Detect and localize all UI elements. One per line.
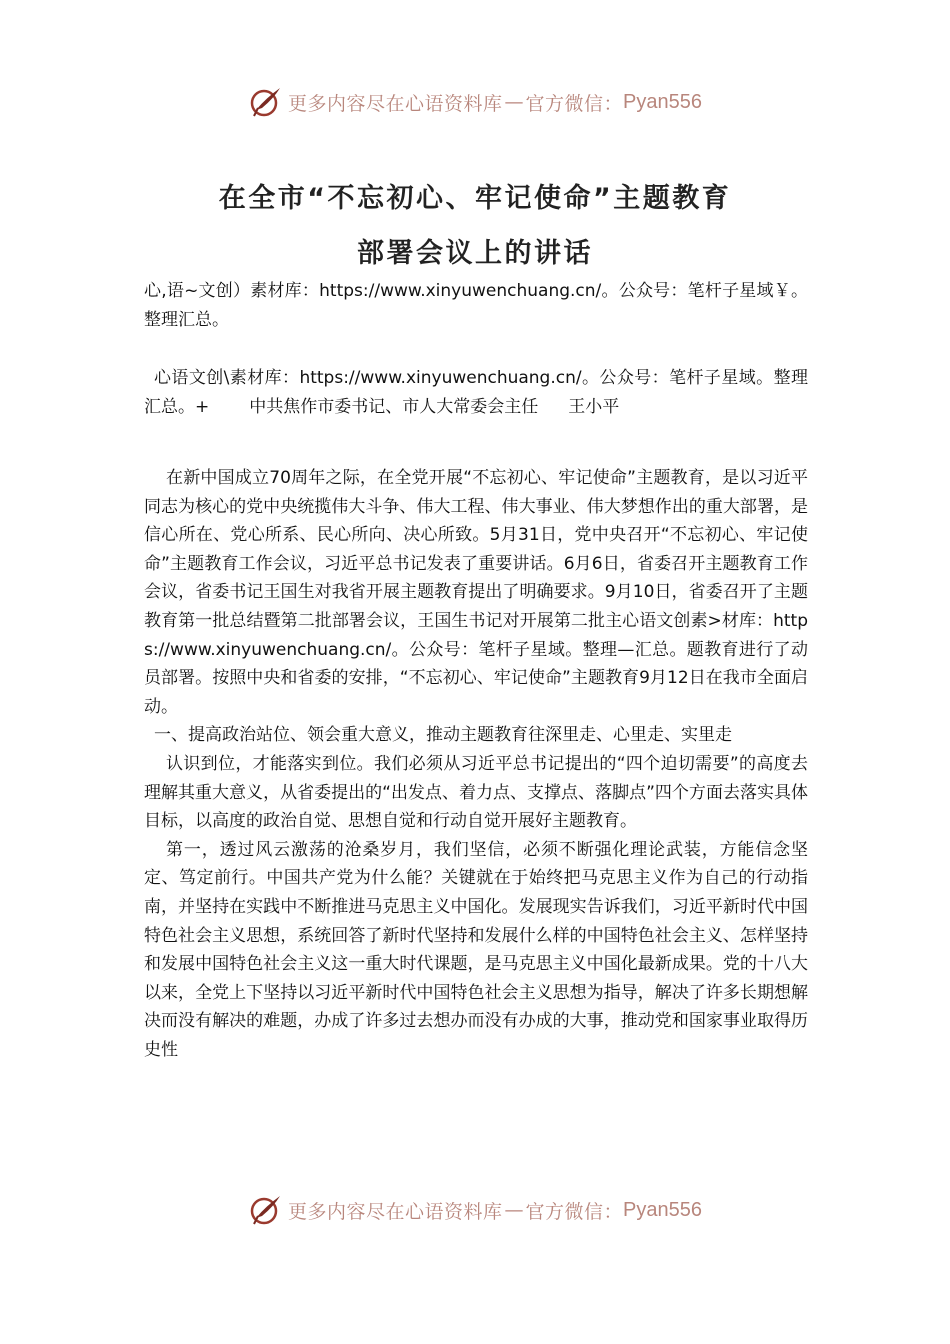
quill-logo-icon — [248, 1192, 284, 1228]
header-banner-separator: — — [504, 91, 524, 113]
source-note-2-text: 心语文创\素材库：https://www.xinyuwenchuang.cn/。公众号：笔杆子星域。整理汇总。+ — [144, 368, 808, 417]
footer-wechat-label: 官方微信： — [525, 1200, 624, 1223]
author-name: 王小平 — [568, 396, 620, 417]
footer-banner-separator: — — [504, 1199, 524, 1221]
body-paragraph: 认识到位，才能落实到位。我们必须从习近平总书记提出的“四个迫切需要”的高度去理解其重大意义，从省委提出的“出发点、着力点、支撑点、落脚点”四个方面去落实具体目标，以高度的政治自觉、思想自觉和行动自觉开展好主题教育。 — [144, 753, 808, 832]
source-note-2 — [144, 364, 808, 421]
document-body — [144, 464, 808, 1064]
author-title: 中共焦作市委书记、市人大常委会主任 — [249, 396, 539, 417]
footer-banner-text: 更多内容尽在心语资料库 — [288, 1200, 503, 1223]
header-wechat-label: 官方微信： — [525, 92, 624, 115]
section-heading: 一、提高政治站位、领会重大意义，推动主题教育往深里走、心里走、实里走 — [154, 725, 732, 746]
footer-banner — [0, 1190, 950, 1230]
header-wechat-id: Pyan556 — [623, 90, 702, 113]
body-paragraph: 第一，透过风云激荡的沧桑岁月，我们坚信，必须不断强化理论武装，方能信念坚定、笃定前行。中国共产党为什么能？关键就在于始终把马克思主义作为自己的行动指南，并坚持在实践中不断推进马克思主义中国化。发展现实告诉我们，习近平新时代中国特色社会主义思想，系统回答了新时代坚持和发展什么样的中国特色社会主义、怎样坚持和发展中国特色社会主义这一重大时代课题，是马克思主义中国化最新成果。党的十八大以来，全党上下坚持以习近平新时代中国特色社会主义思想为指导，解决了许多长期想解决而没有解决的难题，办成了许多过去想办而没有办成的大事，推动党和国家事业取得历史性 — [144, 839, 808, 1060]
source-note-1-text: 心,语~文创）素材库：https://www.xinyuwenchuang.cn/。公众号：笔杆子星域￥。整理汇总。 — [144, 281, 808, 330]
quill-logo-icon — [248, 84, 284, 120]
document-title-line-2: 部署会议上的讲话 — [357, 238, 593, 269]
body-paragraph: 在新中国成立70周年之际，在全党开展“不忘初心、牢记使命”主题教育，是以习近平同志为核心的党中央统揽伟大斗争、伟大工程、伟大事业、伟大梦想作出的重大部署，是信心所在、党心所系、民心所向、决心所致。5月31日，党中央召开“不忘初心、牢记使命”主题教育工作会议，习近平总书记发表了重要讲话。6月6日，省委召开主题教育工作会议，省委书记王国生对我省开展主题教育提出了明确要求。9月10日，省委召开了主题教育第一批总结暨第二批部署会议，王国生书记对开展第二批主心语文创素>材库：https://www.xinyuwenchuang.cn/。公众号：笔杆子星域。整理—汇总。题教育进行了动员部署。按照中央和省委的安排，“不忘初心、牢记使命”主题教育9月12日在我市全面启动。 — [144, 468, 808, 717]
footer-wechat-id: Pyan556 — [623, 1198, 702, 1221]
document-title-line-1: 在全市“不忘初心、牢记使命”主题教育 — [218, 183, 732, 214]
source-note-1 — [144, 277, 808, 334]
header-banner — [0, 82, 950, 122]
header-banner-text: 更多内容尽在心语资料库 — [288, 92, 503, 115]
